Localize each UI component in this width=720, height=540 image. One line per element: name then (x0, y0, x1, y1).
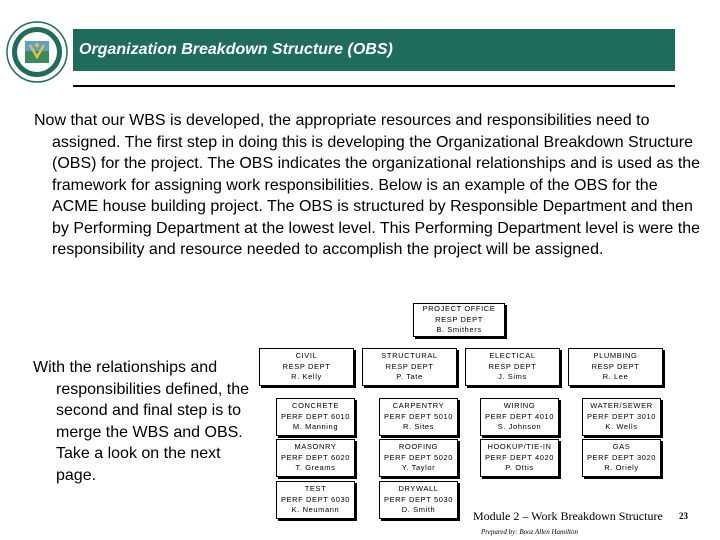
obs-box-line: R. Kelly (291, 372, 322, 382)
obs-box-line: CARPENTRY (392, 401, 445, 411)
obs-box-carpentry (379, 398, 458, 436)
title-divider (73, 85, 675, 87)
obs-box-drywall (379, 481, 458, 519)
obs-box-line: WATER/SEWER (590, 401, 653, 411)
obs-box-line: PERF DEPT 6020 (280, 452, 351, 462)
obs-box-line: CIVIL (295, 351, 318, 361)
obs-box-line: STRUCTURAL (381, 351, 438, 361)
obs-box-line: RESP DEPT (385, 361, 434, 371)
obs-box-concrete (276, 398, 355, 436)
obs-box-line: RESP DEPT (591, 361, 640, 371)
obs-box-line: PERF DEPT 3010 (586, 411, 657, 421)
obs-box-water-sewer (582, 398, 661, 436)
obs-box-line: WIRING (503, 401, 536, 411)
obs-box-line: PERF DEPT 5010 (383, 411, 454, 421)
obs-box-line: ELECTICAL (489, 351, 536, 361)
obs-box-line: PERF DEPT 5030 (383, 494, 454, 504)
obs-box-line: DRYWALL (398, 484, 439, 494)
obs-box-line: PERF DEPT 6030 (280, 494, 351, 504)
obs-box-line: R. Lee (602, 372, 629, 382)
obs-box-electical (465, 348, 560, 386)
obs-box-line: PERF DEPT 5020 (383, 452, 454, 462)
obs-box-line: J. Sims (498, 372, 527, 382)
obs-box-line: HOOKUP/TIE-IN (487, 442, 552, 452)
obs-box-roofing (379, 439, 458, 477)
obs-box-line: RESP DEPT (488, 361, 537, 371)
obs-box-line: P. Tate (396, 372, 423, 382)
obs-box-line: MASONRY (294, 442, 337, 452)
page-title: Organization Breakdown Structure (OBS) (73, 29, 675, 71)
doe-seal-icon (6, 21, 68, 83)
obs-box-line: TEST (304, 484, 327, 494)
intro-paragraph: Now that our WBS is developed, the appropriate resources and responsibilities need to assigned. The first step in doing this is developing the Organizational Breakdown Structure (OBS) for the project. The OBS indicates the organizational relationships and is used as the framework for assigning work responsibilities. Below is an example of the OBS for the ACME house building project. The OBS is structured by Responsible Department and then by Performing Department at the lowest level. This Performing Department level is were the responsibility and resource needed to accomplish the project will be assigned. (34, 112, 701, 258)
obs-box-wiring (480, 398, 559, 436)
obs-box-line: PERF DEPT 4010 (484, 411, 555, 421)
obs-box-line: PROJECT OFFICE (422, 304, 496, 314)
obs-box-line: S. Johnson (497, 422, 542, 432)
obs-box-line: R. Sites (402, 422, 435, 432)
obs-box-line: K. Neumann (291, 505, 340, 515)
obs-box-line: K. Wells (605, 422, 638, 432)
obs-box-line: PERF DEPT 3020 (586, 452, 657, 462)
obs-box-structural (362, 348, 457, 386)
obs-box-masonry (276, 439, 355, 477)
side-paragraph: With the relationships and responsibilities defined, the second and final step is to merge the WBS and OBS. Take a look on the next page. (33, 359, 250, 484)
obs-box-test (276, 481, 355, 519)
obs-box-line: GAS (612, 442, 631, 452)
obs-box-plumbing (568, 348, 663, 386)
obs-box-line: RESP DEPT (435, 314, 483, 324)
obs-box-line: ROOFING (398, 442, 439, 452)
obs-box-line: Y. Taylor (401, 463, 436, 473)
prepared-by-label: Prepared by: Booz Allen Hamilton (481, 528, 578, 536)
obs-box-line: D. Smith (401, 505, 436, 515)
obs-box-line: PERF DEPT 6010 (280, 411, 351, 421)
obs-box-line: RESP DEPT (282, 361, 331, 371)
obs-box-line: CONCRETE (292, 401, 339, 411)
obs-box-project-office (413, 303, 505, 337)
obs-box-line: T. Greams (295, 463, 336, 473)
obs-box-civil (259, 348, 354, 386)
obs-box-line: P. Ottis (505, 463, 534, 473)
obs-box-line: B. Smithers (436, 325, 482, 335)
obs-box-hookup (480, 439, 559, 477)
obs-box-line: R. Oriely (604, 463, 639, 473)
obs-box-line: PLUMBING (593, 351, 638, 361)
obs-box-gas (582, 439, 661, 477)
obs-box-line: PERF DEPT 4020 (484, 452, 555, 462)
footer-module-label: Module 2 – Work Breakdown Structure (473, 509, 663, 523)
obs-box-line: M. Manning (292, 422, 339, 432)
page-number: 23 (679, 511, 688, 521)
